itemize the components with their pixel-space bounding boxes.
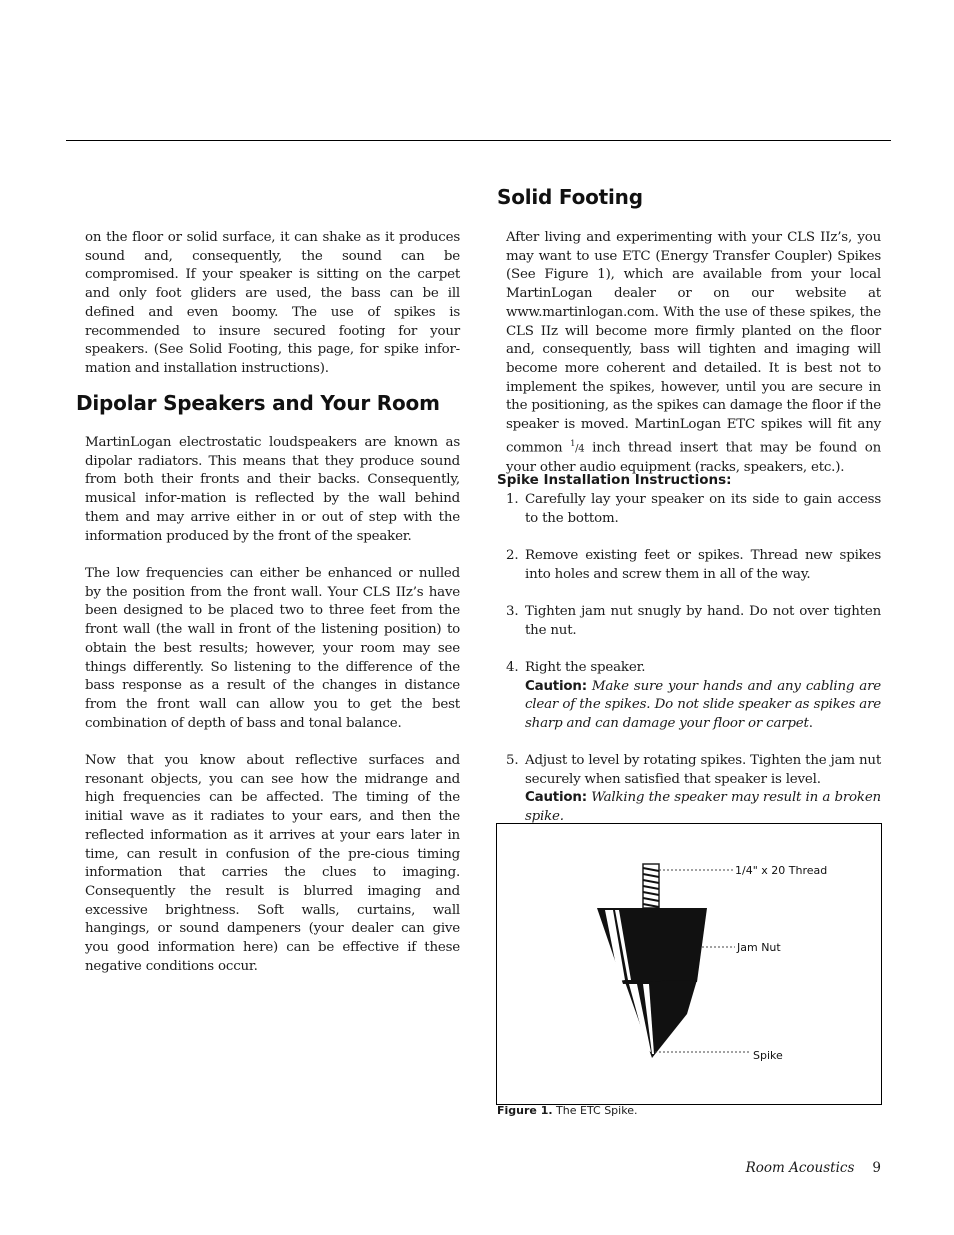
footer-section: Room Acoustics	[745, 1160, 855, 1176]
step-list-2	[506, 547, 881, 584]
step-list-1	[506, 491, 881, 528]
etc-spike-illustration	[497, 824, 881, 1104]
thread-label: 1/4" x 20 Thread	[735, 864, 828, 877]
caution-label: Caution:	[525, 790, 587, 806]
caution-text: Make sure your hands and any cabling are clear of the spikes. Do not slide speaker as spikes are sharp and can damage your floor or carpet	[525, 678, 881, 732]
spike-instructions-subheading: Spike Installation Instructions:	[497, 472, 732, 488]
dipolar-paragraph-1: MartinLogan electrostatic loudspeakers are known as dipolar radiators. This means that they produce sound from both their fronts and their backs. Consequently, musical infor-mation is reflected by the wall behind them and may arrive either in or out of step with the information produced by the front of the speaker.	[85, 435, 460, 544]
step-list-5	[506, 752, 881, 827]
caution-text: Walking the speaker may result in a broken spike.	[525, 790, 881, 825]
figure-caption: Figure 1. The ETC Spike.	[497, 1104, 638, 1117]
spike-label: Spike	[753, 1049, 783, 1062]
fraction-numerator: 1	[570, 438, 576, 448]
list-item: 1. Carefully lay your speaker on its side to gain access to the bottom.	[506, 492, 881, 526]
list-item: 3. Tighten jam nut snugly by hand. Do not over tighten the nut.	[506, 604, 881, 638]
list-item: 5. Adjust to level by rotating spikes. Tighten the jam nut securely when satisfied that speaker is level. Caution: Walking the speaker may result in a broken spike.	[506, 753, 881, 825]
step-list-4	[506, 659, 881, 734]
dipolar-paragraph-2: The low frequencies can either be enhanced or nulled by the position from the front wall. Your CLS IIz’s have been designed to be placed two to three feet from the front wall (the wall in front of the listening position) to obtain the best results; however, your room may see things differently. So listening to the difference of the bass response as a result of the changes in distance from the front wall can allow you to get the best combination of depth of bass and tonal balance.	[85, 566, 460, 731]
intro-paragraph: on the floor or solid surface, it can shake as it produces sound and, consequently, the sound can be compromised. If your speaker is sitting on the carpet and only foot gliders are used, the bass can be ill defined and even boomy. The use of spikes is recommended to insure secured footing for your speakers. (See Solid Footing, this page, for spike infor-mation and installation instructions).	[85, 230, 460, 376]
list-item: 2. Remove existing feet or spikes. Thread new spikes into holes and screw them in all of the way.	[506, 548, 881, 582]
caution-label: Caution:	[525, 678, 587, 694]
page-footer	[746, 1160, 881, 1176]
solid-footing-text-a: After living and experimenting with your CLS IIz’s, you may want to use ETC (Energy Transfer Coupler) Spikes (See Figure 1), which are available from your local MartinLogan dealer or on our website at www.martinlogan.com. With the use of these spikes, the CLS IIz will become more firmly planted on the floor and, consequently, bass will tighten and imaging will become more coherent and detailed. It is best not to implement the spikes, however, until you are secure in the positioning, as the spikes can damage the floor if the speaker is moved. MartinLogan ETC spikes will fit any common	[506, 230, 881, 456]
etc-spike-figure	[496, 823, 882, 1105]
dipolar-paragraph-3: Now that you know about reflective surfaces and resonant objects, you can see how the midrange and high frequencies can be affected. The timing of the initial wave as it radiates to your ears, and then the reflected information as it arrives at your ears later in time, can result in confusion of the pre-cious timing information that carries the clues to imaging. Consequently the result is blurred imaging and excessive brightness. Soft walls, curtains, wall hangings, or sound dampeners (your dealer can give you good information here) can be effective if these negative conditions occur.	[85, 753, 460, 974]
jam-nut-label: Jam Nut	[737, 941, 781, 954]
solid-footing-heading: Solid Footing	[497, 185, 643, 209]
solid-footing-paragraph	[506, 229, 881, 478]
dipolar-heading: Dipolar Speakers and Your Room	[76, 391, 440, 415]
solid-footing-text-b: inch thread insert that may be found on your other audio equipment (racks, speakers, etc.).	[506, 440, 881, 475]
fraction-denominator: /4	[575, 443, 585, 455]
step-list-3	[506, 603, 881, 640]
list-item: 4. Right the speaker. Caution: Make sure your hands and any cabling are clear of the spikes. Do not slide speaker as spikes are sharp and can damage your floor or carpet.	[506, 660, 881, 732]
page-number: 9	[872, 1160, 881, 1176]
header-rule	[66, 140, 891, 141]
